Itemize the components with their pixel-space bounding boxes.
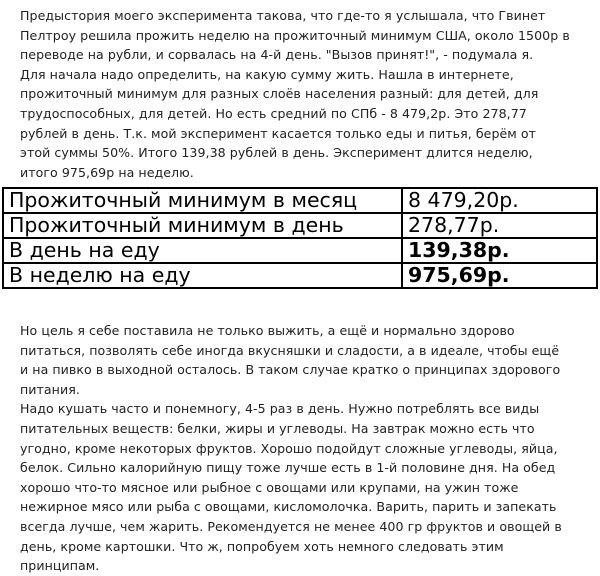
text-line: итого 975,69р на неделю. — [20, 164, 194, 180]
text-line: и на пивко в выходной осталось. В таком случае кратко о принципах здорового — [20, 362, 561, 378]
text-line: день, кроме картошки. Что ж, попробуем хоть немного следовать этим — [20, 538, 504, 554]
intro-paragraph — [20, 6, 570, 182]
row-value: 975,69р. — [402, 263, 597, 288]
principles-paragraph — [20, 321, 562, 576]
row-value: 8 479,20р. — [402, 188, 597, 213]
text-line: принципам. — [20, 558, 100, 574]
text-line: питания. — [20, 381, 80, 397]
row-label: Прожиточный минимум в месяц — [3, 188, 402, 213]
table-row — [3, 188, 597, 213]
text-line: трудоспособных, для детей. Но есть средний по СПб - 8 479,2р. Это 278,77 — [20, 105, 527, 121]
row-label: Прожиточный минимум в день — [3, 213, 402, 238]
text-line: всегда лучше, чем жарить. Рекомендуется не менее 400 гр фруктов и овощей в — [20, 518, 562, 534]
row-label: В неделю на еду — [3, 263, 402, 288]
table-row — [3, 213, 597, 238]
text-line: белок. Сильно калорийную пищу тоже лучше есть в 1-й половине дня. На обед — [20, 460, 556, 476]
row-value: 139,38р. — [402, 238, 597, 263]
text-line: нежирное мясо или рыба с овощами, кисломолочка. Варить, парить и запекать — [20, 499, 557, 515]
text-line: Надо кушать часто и понемногу, 4-5 раз в день. Нужно потреблять все виды — [20, 401, 540, 417]
text-line: Предыстория моего эксперимента такова, что где-то я услышала, что Гвинет — [20, 8, 546, 23]
row-value: 278,77р. — [402, 213, 597, 238]
text-line: угодно, кроме некоторых фруктов. Хорошо подойдут сложные углеводы, яйца, — [20, 440, 558, 456]
text-line: питательных веществ: белки, жиры и углеводы. На завтрак можно есть что — [20, 420, 535, 436]
table-row — [3, 238, 597, 263]
text-line: переводе на рубли, и сорвалась на 4-й день. "Вызов принят!", - подумала я. — [20, 47, 534, 63]
text-line: рублей в день. Т.к. мой эксперимент касается только еды и питья, берём от — [20, 125, 537, 141]
text-line: питаться, позволять себе иногда вкусняшки и сладости, а в идеале, чтобы ещё — [20, 342, 560, 358]
row-label: В день на еду — [3, 238, 402, 263]
table-row — [3, 263, 597, 288]
text-line: этой суммы 50%. Итого 139,38 рублей в день. Эксперимент длится неделю, — [20, 145, 533, 161]
text-line: хорошо что-то мясное или рыбное с овощами или крупами, на ужин тоже — [20, 479, 519, 495]
text-line: прожиточный минимум для разных слоёв населения разный: для детей, для — [20, 86, 539, 102]
text-line: Но цель я себе поставила не только выжить, а ещё и нормально здорово — [20, 323, 515, 338]
budget-table — [2, 187, 598, 289]
text-line: Для начала надо определить, на какую сумму жить. Нашла в интернете, — [20, 66, 514, 82]
text-line: Пелтроу решила прожить неделю на прожиточный минимум США, около 1500р в — [20, 27, 570, 43]
